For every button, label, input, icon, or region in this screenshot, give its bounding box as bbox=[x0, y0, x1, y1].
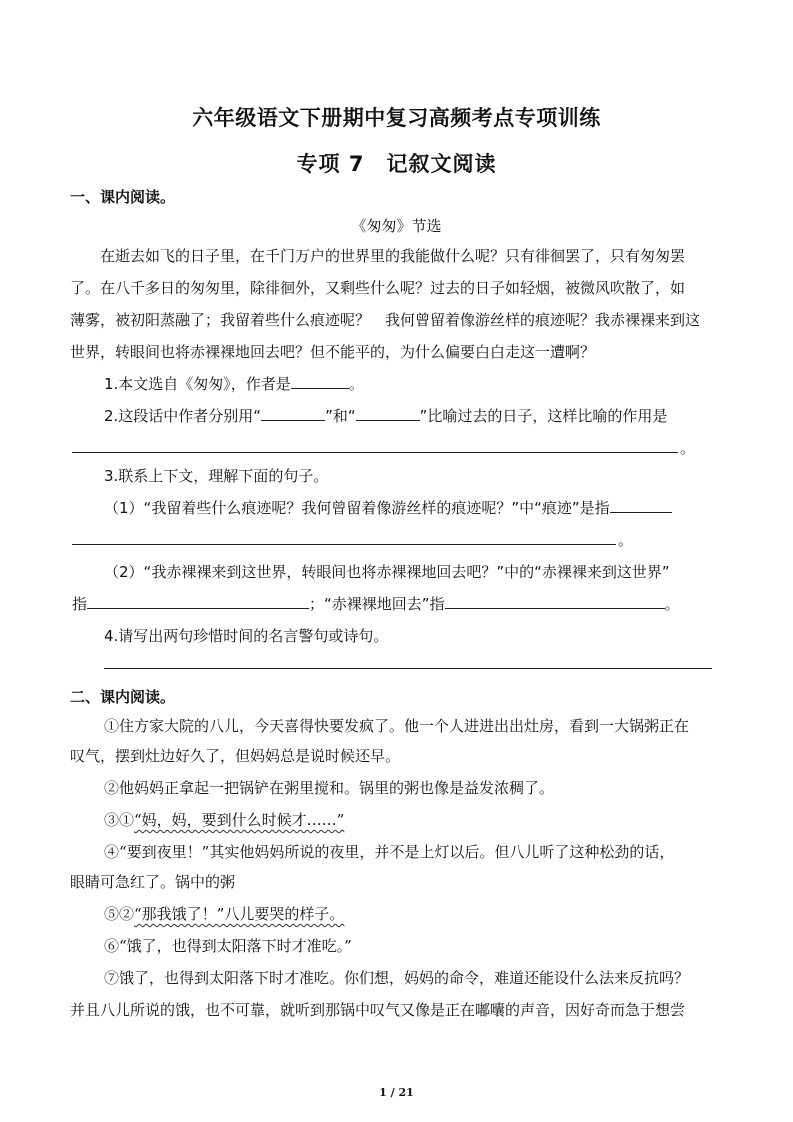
answer-blank[interactable] bbox=[261, 406, 325, 421]
question-3-1-end: 。 bbox=[618, 531, 634, 549]
question-3-2-end: 。 bbox=[664, 595, 680, 613]
question-2 bbox=[104, 406, 667, 426]
page-number: 1 / 21 bbox=[379, 1086, 414, 1099]
question-3-2-part-b: ；“赤裸裸地回去”指 bbox=[309, 595, 445, 613]
paragraph-3-text: “妈，妈，要到什么时候才……” bbox=[134, 811, 345, 829]
question-3-1-text: （1）“我留着些什么痕迹呢？我何曾留着像游丝样的痕迹呢？”中“痕迹”是指 bbox=[104, 499, 610, 517]
paragraph-1-line-2: 叹气，摆到灶边好久了，但妈妈总是说时候还早。 bbox=[70, 747, 401, 765]
section1-heading: 一、课内阅读。 bbox=[70, 188, 176, 206]
answer-line[interactable] bbox=[72, 452, 678, 453]
passage-line-3: 薄雾，被初阳蒸融了；我留着些什么痕迹呢？ 我何曾留着像游丝样的痕迹呢？我赤裸裸来到这 bbox=[70, 311, 701, 329]
question-4: 4.请写出两句珍惜时间的名言警句或诗句。 bbox=[104, 627, 389, 645]
answer-line[interactable] bbox=[72, 544, 616, 545]
question-3: 3.联系上下文，理解下面的句子。 bbox=[104, 467, 329, 485]
paragraph-3-number: ③① bbox=[104, 811, 135, 829]
section2-heading: 二、课内阅读。 bbox=[70, 688, 176, 706]
paragraph-6: ⑥“饿了，也得到太阳落下时才准吃。” bbox=[104, 937, 352, 955]
page-title: 六年级语文下册期中复习高频考点专项训练 bbox=[192, 106, 601, 130]
paragraph-7-line-1: ⑦饿了，也得到太阳落下时才准吃。你们想，妈妈的命令，难道还能设什么法来反抗吗？ bbox=[104, 969, 690, 987]
passage-line-2: 了。在八千多日的匆匆里，除徘徊外，又剩些什么呢？过去的日子如轻烟，被微风吹散了，如 bbox=[70, 279, 686, 297]
paragraph-4-line-2: 眼睛可急红了。锅中的粥 bbox=[70, 873, 236, 891]
question-3-1 bbox=[104, 498, 672, 518]
passage-line-4: 世界，转眼间也将赤裸裸地回去吧？但不能平的，为什么偏要白白走这一遭啊？ bbox=[70, 343, 596, 361]
answer-blank[interactable] bbox=[291, 374, 349, 389]
answer-line[interactable] bbox=[104, 668, 712, 669]
question-1 bbox=[104, 374, 364, 394]
question-2-part-c: ”比喻过去的日子，这样比喻的作用是 bbox=[419, 407, 668, 425]
page-subtitle: 专项 7 记叙文阅读 bbox=[296, 152, 497, 176]
question-2-end: 。 bbox=[680, 439, 696, 457]
paragraph-2: ②他妈妈正拿起一把锅铲在粥里搅和。锅里的粥也像是益发浓稠了。 bbox=[104, 779, 555, 797]
paragraph-3 bbox=[104, 810, 344, 830]
question-3-2-line-2 bbox=[72, 594, 680, 614]
answer-blank[interactable] bbox=[610, 498, 672, 513]
paragraph-5 bbox=[104, 904, 344, 924]
answer-blank[interactable] bbox=[356, 406, 420, 421]
passage-line-1: 在逝去如飞的日子里，在千门万户的世界里的我能做什么呢？只有徘徊罢了，只有匆匆罢 bbox=[100, 247, 686, 265]
question-2-part-b: ”和“ bbox=[325, 407, 356, 425]
paragraph-5-text: “那我饿了！”八儿要哭的样子。 bbox=[134, 905, 345, 923]
answer-blank[interactable] bbox=[87, 594, 309, 609]
paragraph-5-number: ⑤② bbox=[104, 905, 135, 923]
passage-title: 《匆匆》节选 bbox=[351, 217, 442, 235]
answer-blank[interactable] bbox=[445, 594, 665, 609]
paragraph-7-line-2: 并且八儿所说的饿，也不可靠，就听到那锅中叹气又像是正在嘟囔的声音，因好奇而急于想尝 bbox=[70, 1001, 686, 1019]
question-3-2-part-a: 指 bbox=[72, 595, 88, 613]
question-1-end: 。 bbox=[348, 375, 364, 393]
question-1-text: 1.本文选自《匆匆》，作者是 bbox=[104, 375, 291, 393]
paragraph-4-line-1: ④“要到夜里！”其实他妈妈所说的夜里，并不是上灯以后。但八儿听了这种松劲的话， bbox=[104, 843, 675, 861]
question-3-2: （2）“我赤裸裸来到这世界，转眼间也将赤裸裸地回去吧？”中的“赤裸裸来到这世界” bbox=[104, 563, 670, 581]
paragraph-1-line-1: ①住方家大院的八儿，今天喜得快要发疯了。他一个人进进出出灶房，看到一大锅粥正在 bbox=[104, 717, 690, 735]
question-2-part-a: 2.这段话中作者分别用“ bbox=[104, 407, 262, 425]
